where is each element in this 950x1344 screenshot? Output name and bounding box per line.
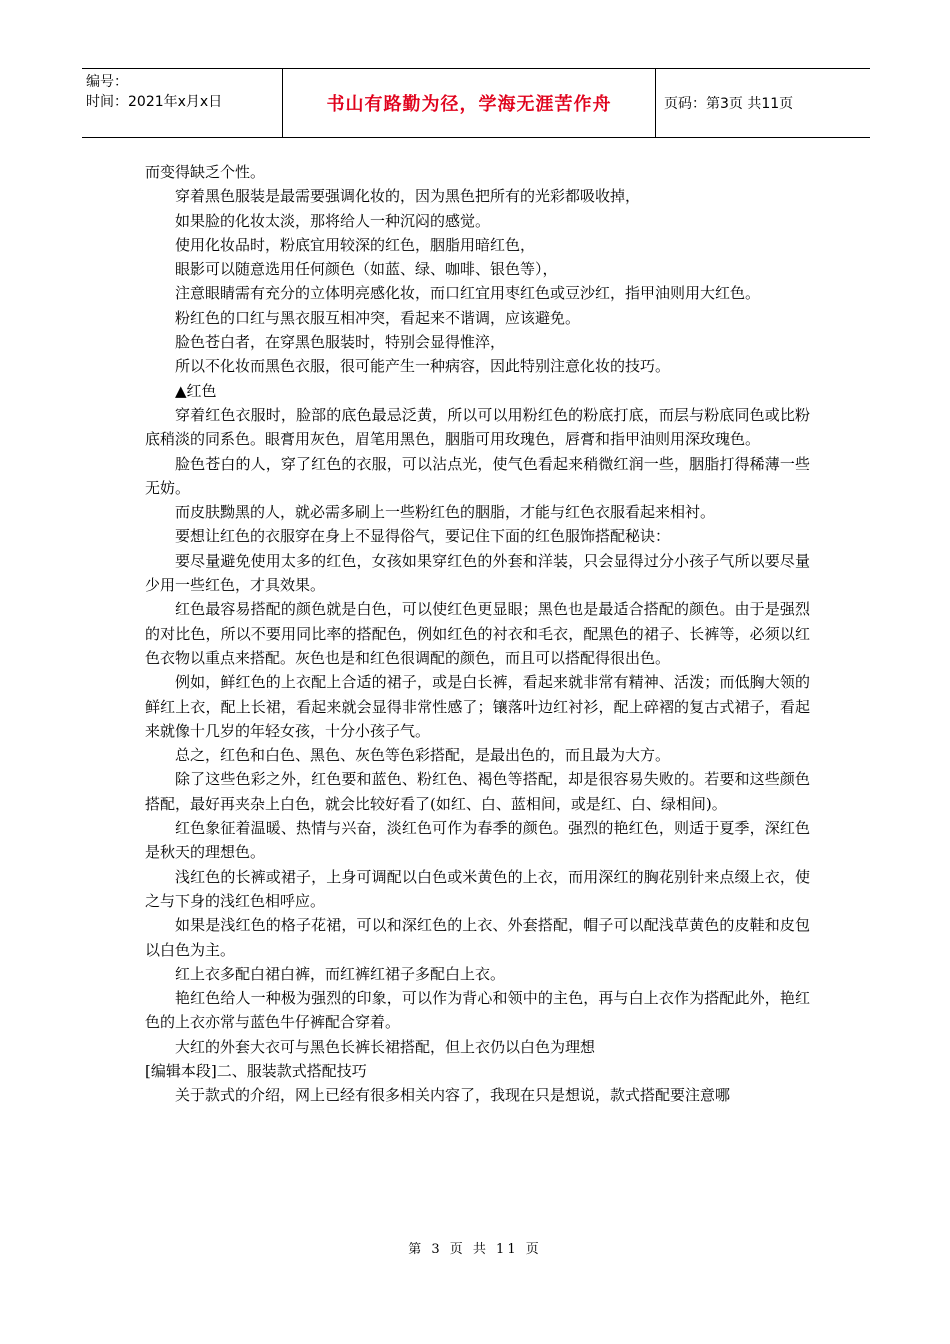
paragraph: 关于款式的介绍，网上已经有很多相关内容了，我现在只是想说，款式搭配要注意哪	[175, 1086, 731, 1105]
paragraph: 总之，红色和白色、黑色、灰色等色彩搭配，是最出色的，而且最为大方。	[175, 746, 671, 765]
paragraph: 大红的外套大衣可与黑色长裤长裙搭配，但上衣仍以白色为理想	[175, 1037, 596, 1056]
paragraph: 粉红色的口红与黑衣服互相冲突，看起来不谐调，应该避免。	[175, 308, 581, 327]
paragraph: 所以不化妆而黑色衣服，很可能产生一种病容，因此特别注意化妆的技巧。	[175, 357, 671, 376]
header-page-info: 页码：第3页 共11页	[664, 96, 794, 112]
paragraph: 脸色苍白的人，穿了红色的衣服，可以沾点光，使气色看起来稍微红润一些，胭脂打得稀薄一些无妨。	[145, 454, 810, 497]
paragraph: 穿着黑色服装是最需要强调化妆的，因为黑色把所有的光彩都吸收掉，	[175, 187, 641, 206]
number-label: 编号：	[86, 74, 128, 90]
document-body	[145, 160, 810, 1108]
paragraph: 例如，鲜红色的上衣配上合适的裙子，或是白长裤，看起来就非常有精神、活泼；而低胸大领的鲜红上衣，配上长裙，看起来就会显得非常性感了；镶落叶边红衬衫，配上碎褶的复古式裙子，看起来就像十几岁的年轻女孩，十分小孩子气。	[145, 673, 810, 740]
header-left-cell	[82, 69, 282, 137]
paragraph: 脸色苍白者，在穿黑色服装时，特别会显得惟淬，	[175, 333, 506, 352]
header-motto: 书山有路勤为径，学海无涯苦作舟	[282, 69, 656, 137]
paragraph: 要想让红色的衣服穿在身上不显得俗气，要记住下面的红色服饰搭配秘诀：	[175, 527, 671, 546]
page-header	[82, 68, 870, 138]
paragraph: 除了这些色彩之外，红色要和蓝色、粉红色、褐色等搭配，却是很容易失败的。若要和这些颜色搭配，最好再夹杂上白色，就会比较好看了(如红、白、蓝相间，或是红、白、绿相间)。	[145, 770, 810, 813]
paragraph: 如果是浅红色的格子花裙，可以和深红色的上衣、外套搭配，帽子可以配浅草黄色的皮鞋和皮包以白色为主。	[145, 916, 810, 959]
paragraph: 红色最容易搭配的颜色就是白色，可以使红色更显眼；黑色也是最适合搭配的颜色。由于是强烈的对比色，所以不要用同比率的搭配色，例如红色的衬衣和毛衣，配黑色的裙子、长裤等，必须以红色衣物以重点来搭配。灰色也是和红色很调配的颜色，而且可以搭配得很出色。	[145, 600, 810, 667]
paragraph: 使用化妆品时，粉底宜用较深的红色，胭脂用暗红色，	[175, 235, 536, 254]
paragraph: 浅红色的长裤或裙子，上身可调配以白色或米黄色的上衣，而用深红的胸花别针来点缀上衣，使之与下身的浅红色相呼应。	[145, 867, 810, 910]
date-label: 时间：2021年x月x日	[86, 94, 223, 110]
paragraph: 而变得缺乏个性。	[145, 163, 266, 181]
paragraph: 如果脸的化妆太淡，那将给人一种沉闷的感觉。	[175, 211, 491, 230]
paragraph: 红色象征着温暖、热情与兴奋，淡红色可作为春季的颜色。强烈的艳红色，则适于夏季，深红色是秋天的理想色。	[145, 819, 810, 862]
paragraph: 要尽量避免使用太多的红色，女孩如果穿红色的外套和洋装，只会显得过分小孩子气所以要尽量少用一些红色，才具效果。	[145, 551, 810, 595]
paragraph: 穿着红色衣服时，脸部的底色最忌泛黄，所以可以用粉红色的粉底打底，而层与粉底同色或比粉底稍淡的同系色。眼膏用灰色，眉笔用黑色，胭脂可用玫瑰色，唇膏和指甲油则用深玫瑰色。	[145, 405, 810, 449]
page-footer: 第 3 页 共 11 页	[408, 1242, 542, 1257]
paragraph: 而皮肤黝黑的人，就必需多刷上一些粉红色的胭脂，才能与红色衣服看起来相衬。	[175, 503, 716, 522]
paragraph: 注意眼睛需有充分的立体明亮感化妆，而口红宜用枣红色或豆沙红，指甲油则用大红色。	[175, 284, 761, 303]
paragraph: 眼影可以随意选用任何颜色（如蓝、绿、咖啡、银色等），	[175, 260, 558, 279]
section-heading-red: ▲红色	[175, 381, 217, 400]
paragraph: 艳红色给人一种极为强烈的印象，可以作为背心和领中的主色，再与白上衣作为搭配此外，艳红色的上衣亦常与蓝色牛仔裤配合穿着。	[145, 989, 810, 1032]
section-heading-style: [编辑本段]二、服装款式搭配技巧	[145, 1061, 367, 1080]
paragraph: 红上衣多配白裙白裤，而红裤红裙子多配白上衣。	[175, 964, 506, 983]
